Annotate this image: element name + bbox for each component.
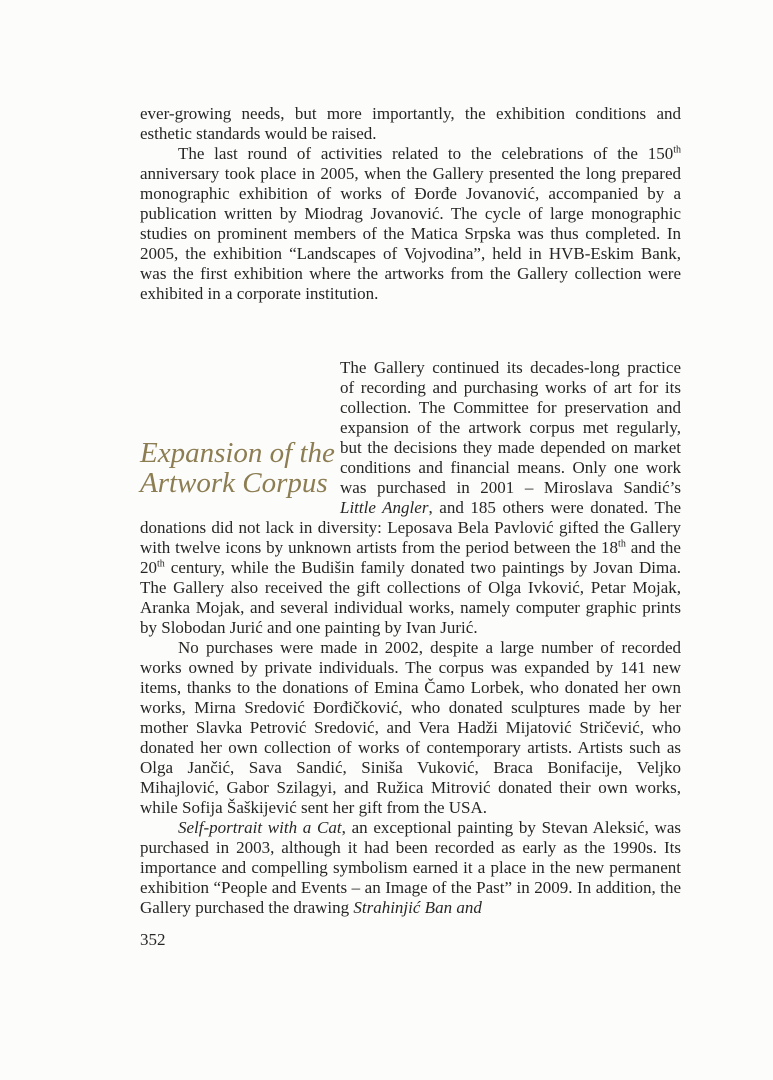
text-block <box>140 104 681 918</box>
page-number: 352 <box>140 930 166 949</box>
text-run: , and 185 others were donated. The donations did not lack in diversity: Leposava Bela Pavlović gifted the Gallery with twelve icons by unknown artists from the period between the 18 <box>140 498 681 557</box>
text-run: th <box>618 538 626 550</box>
paragraph-no-purchases <box>140 638 681 818</box>
text-run: Little Angler <box>340 498 429 517</box>
text-run: Strahinjić Ban and <box>353 898 482 917</box>
paragraph-self-portrait <box>140 818 681 918</box>
heading-line-1: Expansion of the <box>140 437 335 469</box>
text-run: , an exceptional painting by Stevan Aleksić, was purchased in 2003, although it had been recorded as early as the 1990s. Its importance and compelling symbolism earned it a place in the new permanent exhibition “People and Events – an Image of the Past” in 2009. In addition, the Gallery purchased the drawing <box>140 818 682 917</box>
text-run: ever-growing needs, but more importantly, the exhibition conditions and esthetic standards would be raised. <box>140 104 681 143</box>
text-run: anniversary took place in 2005, when the Gallery presented the long prepared monographic exhibition of works of Đorđe Jovanović, accompanied by a publication written by Miodrag Jovanović. The cycle of large monographic studies on prominent members of the Matica Srpska was thus completed. In 2005, the exhibition “Landscapes of Vojvodina”, held in HVB-Eskim Bank, was the first exhibition where the artworks from the Gallery collection were exhibited in a corporate institution. <box>140 164 681 303</box>
text-run: and the 20 <box>140 538 681 577</box>
text-run: Self-portrait with a Cat <box>178 818 342 837</box>
text-run: th <box>157 558 165 570</box>
text-run: The last round of activities related to the celebrations of the 150 <box>178 144 674 163</box>
paragraph-last-round <box>140 144 681 304</box>
section-heading <box>140 418 340 518</box>
text-run: th <box>673 144 681 156</box>
paragraph-gallery-continued <box>140 358 681 638</box>
text-run: No purchases were made in 2002, despite a large number of recorded works owned by private individuals. The corpus was expanded by 141 new items, thanks to the donations of Emina Čamo Lorbek, who donated her own works, Mirna Sredović Đorđičković, who donated sculptures made by her mother Slavka Petrović Sredović, and Vera Hadži Mijatović Stričević, who donated her own collection of works of contemporary artists. Artists such as Olga Jančić, Sava Sandić, Siniša Vuković, Braca Bonifacije, Veljko Mihajlović, Gabor Szilagyi, and Ružica Mitrović donated their own works, while Sofija Šaškijević sent her gift from the USA. <box>140 638 681 817</box>
paragraph-continuation <box>140 104 681 144</box>
section-anniversary <box>140 104 681 304</box>
text-run: century, while the Budišin family donated two paintings by Jovan Dima. The Gallery also received the gift collections of Olga Ivković, Petar Mojak, Aranka Mojak, and several individual works, namely computer graphic prints by Slobodan Jurić and one painting by Ivan Jurić. <box>140 558 681 637</box>
section-expansion <box>140 358 681 918</box>
heading-line-2: Artwork Corpus <box>140 467 328 499</box>
text-run: The Gallery continued its decades-long practice of recording and purchasing works of art for its collection. The Committee for preservation and expansion of the artwork corpus met regularly, but the decisions they made depended on market conditions and financial means. Only one work was purchased in 2001 – Miroslava Sandić’s <box>340 358 681 497</box>
